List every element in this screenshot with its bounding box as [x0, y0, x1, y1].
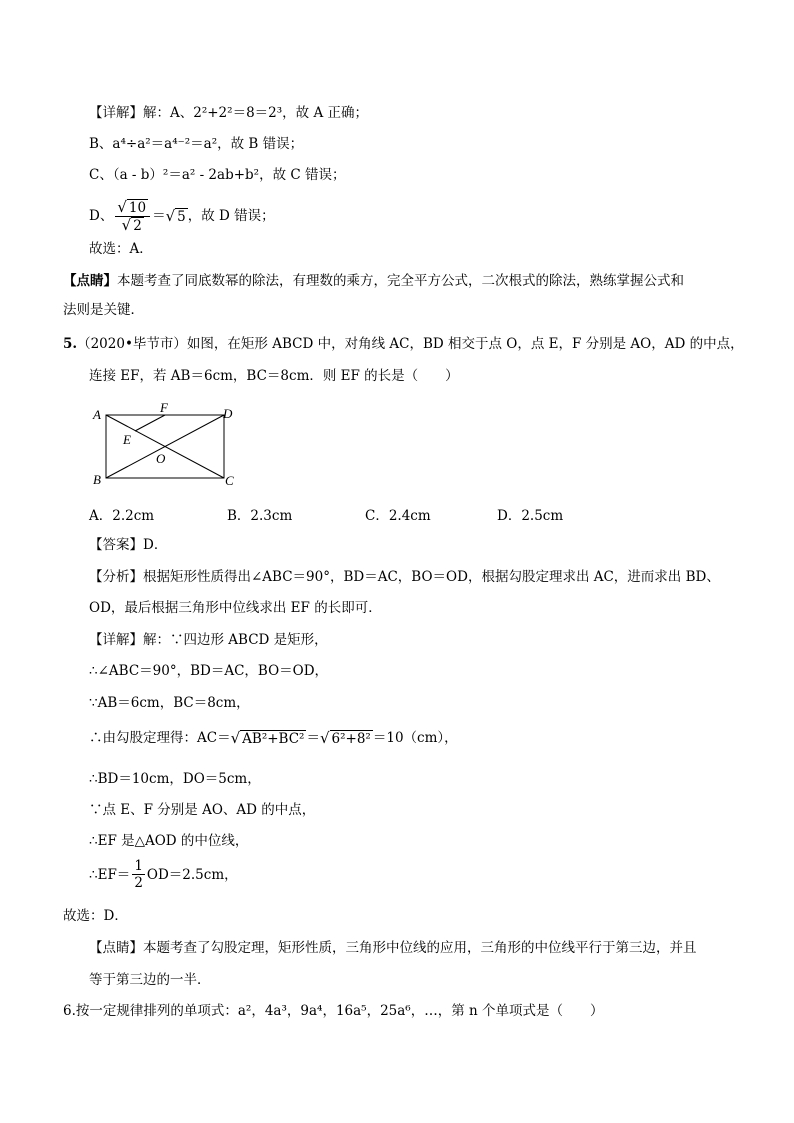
- q4-comment-1: [63, 271, 684, 291]
- q5-detail-4: ∴由勾股定理得：AC＝ √ AB²+BC² ＝ √ 6²+8² ＝10（cm），: [89, 729, 458, 747]
- q5-d4-equals: ＝: [306, 730, 320, 746]
- q5-d4-suffix: ＝10（cm），: [372, 730, 458, 746]
- q4-d-prefix: D、: [89, 208, 114, 224]
- q5-source: （2020•毕节市）: [77, 336, 187, 352]
- q5-choose: 故选：D．: [63, 908, 128, 924]
- q5-d4-radicand-1: AB²+BC²: [242, 730, 305, 747]
- q5-d8-den: 2: [134, 875, 143, 891]
- q5-d8-fraction: [132, 858, 145, 891]
- label-d: D: [223, 406, 233, 421]
- label-a: A: [93, 407, 101, 422]
- q5-comment-1: 【点睛】本题考查了勾股定理，矩形性质，三角形中位线的应用，三角形的中位线平行于第三边，并且: [89, 940, 697, 956]
- q5-analysis-1: 【分析】根据矩形性质得出∠ABC＝90°，BD＝AC，BO＝OD，根据勾股定理求出 AC，进而求出 BD、: [89, 569, 720, 585]
- q5-number: 5.: [63, 336, 78, 352]
- q5-stem-1: [63, 334, 744, 354]
- q5-d8-num: 1: [134, 858, 143, 874]
- q4-d-fraction: $\frac{√ 10}{√ 2}$: [115, 199, 150, 234]
- q5-d4-radicand-2: 6²+8²: [331, 730, 371, 747]
- label-b: B: [93, 472, 101, 487]
- q4-comment-2: 法则是关键．: [63, 302, 144, 318]
- q5-option-b[interactable]: B．2.3cm: [227, 508, 293, 524]
- label-f: F: [160, 400, 168, 415]
- q5-detail-5: ∴BD＝10cm，DO＝5cm，: [89, 771, 261, 787]
- q5-detail-7: ∴EF 是△AOD 的中位线，: [89, 833, 249, 849]
- q5-d8-suffix: OD＝2.5cm，: [146, 866, 238, 883]
- q5-detail-3: ∵AB＝6cm，BC＝8cm，: [89, 695, 250, 711]
- q4-detail-b: B、a⁴÷a²＝a⁴⁻²＝a²，故 B 错误；: [89, 136, 304, 152]
- q4-detail-lead: 解：: [143, 105, 170, 121]
- q5-detail-1: 【详解】解：∵四边形 ABCD 是矩形，: [89, 632, 328, 648]
- q6-stem: 6.按一定规律排列的单项式：a²，4a³，9a⁴，16a⁵，25a⁶，…，第 n 个单项式是（ ）: [63, 1003, 604, 1019]
- q5-answer: 【答案】D．: [89, 537, 168, 553]
- q4-comment-text1: 本题考查了同底数幂的除法，有理数的乘方，完全平方公式，二次根式的除法，熟练掌握公式和: [117, 273, 684, 289]
- q5-detail-2: ∴∠ABC＝90°，BD＝AC，BO＝OD，: [89, 663, 329, 679]
- q4-d-result: 5: [177, 208, 186, 225]
- label-o: O: [156, 451, 166, 466]
- q5-option-c[interactable]: C．2.4cm: [365, 508, 431, 524]
- q5-detail-6: ∵点 E、F 分别是 AO、AD 的中点，: [89, 802, 316, 818]
- label-c: C: [225, 473, 234, 488]
- q5-stem1-text: 如图，在矩形 ABCD 中，对角线 AC，BD 相交于点 O，点 E，F 分别是 AO，AD 的中点，: [186, 336, 744, 352]
- q5-option-a[interactable]: A．2.2cm: [89, 508, 155, 524]
- q4-detail-tag: 【详解】: [89, 105, 143, 121]
- label-e: E: [123, 432, 131, 447]
- q4-detail-c: C、（a - b）²＝a² - 2ab+b²，故 C 错误；: [89, 167, 346, 183]
- q5-stem-2: 连接 EF，若 AB＝6cm，BC＝8cm．则 EF 的长是（ ）: [89, 368, 459, 384]
- q5-detail-8: [89, 858, 238, 891]
- q4-detail-d: D、 $\frac{√ 10}{√ 2}$ ＝ √ 5 ，故 D 错误；: [89, 196, 275, 236]
- q5-d4-prefix: ∴由勾股定理得：AC＝: [89, 730, 231, 746]
- segment-ef: [135, 415, 165, 431]
- q5-d8-prefix: ∴EF＝: [89, 866, 131, 883]
- q5-comment-2: 等于第三边的一半．: [89, 972, 211, 988]
- q4-d-num: 10: [128, 199, 147, 216]
- q4-detail-a: [89, 103, 368, 123]
- q4-choose: 故选：A．: [89, 241, 153, 257]
- rectangle-figure: [88, 398, 248, 494]
- q4-option-a-text: A、2²+2²＝8＝2³，故 A 正确；: [170, 105, 368, 121]
- q4-comment-tag: 【点睛】: [63, 273, 117, 289]
- q4-d-suffix: ，故 D 错误；: [187, 208, 275, 224]
- q4-d-den: 2: [133, 217, 142, 234]
- q5-analysis-2: OD，最后根据三角形中位线求出 EF 的长即可．: [89, 600, 382, 616]
- q5-option-d[interactable]: D．2.5cm: [497, 508, 564, 524]
